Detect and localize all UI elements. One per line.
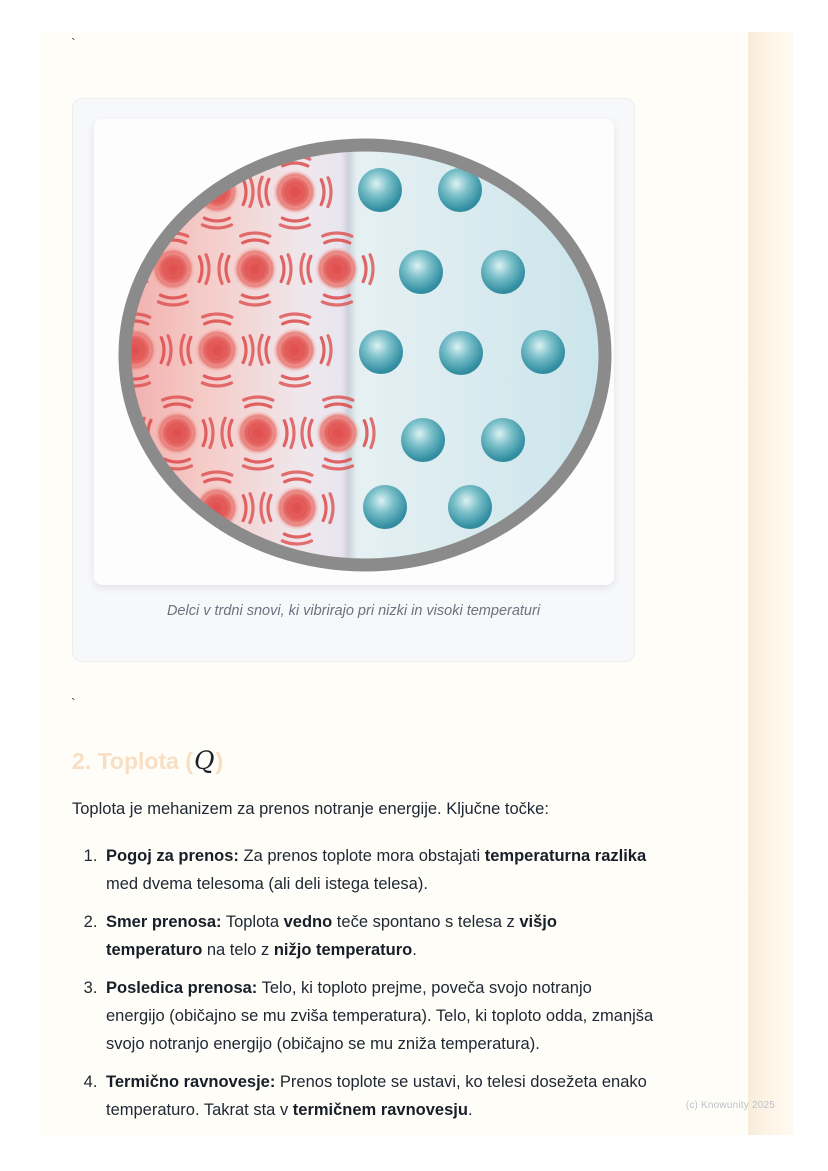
particles-figure-svg xyxy=(94,119,614,585)
bold-text: Smer prenosa: xyxy=(106,913,222,931)
bold-text: višjo temperaturo xyxy=(106,913,557,959)
figure-caption: Delci v trdni snovi, ki vibrirajo pri nizki in visoki temperaturi xyxy=(166,603,541,619)
list-item xyxy=(102,974,654,1058)
plain-text: teče spontano s telesa z xyxy=(332,913,520,931)
plain-text: . xyxy=(412,941,417,959)
cold-particle xyxy=(448,485,492,529)
heat-symbol-q: Q xyxy=(193,746,215,775)
copyright-note: (c) Knowunity 2025 xyxy=(685,1100,775,1111)
stray-backtick-middle: ` xyxy=(71,695,76,711)
plain-text: Telo, ki toploto prejme, poveča svojo notranjo energijo (običajno se mu zviša temperatura). Telo, ki toploto odda, zmanjša svojo notranjo energijo (običajno se mu zniža temperatura). xyxy=(106,979,654,1053)
plain-text: med dvema telesoma (ali deli istega telesa). xyxy=(106,875,428,893)
cold-particle xyxy=(359,330,403,374)
list-item xyxy=(102,908,654,964)
bold-text: Termično ravnovesje: xyxy=(106,1073,276,1091)
cold-particle xyxy=(358,168,402,212)
cold-particle xyxy=(439,331,483,375)
keypoints-list xyxy=(96,842,654,1124)
bold-text: Posledica prenosa: xyxy=(106,979,258,997)
plain-text: . xyxy=(467,1101,473,1119)
cold-particle xyxy=(481,418,525,462)
list-item xyxy=(102,1068,654,1124)
particles-image xyxy=(94,119,614,585)
cold-particle xyxy=(521,330,565,374)
bold-text: vedno xyxy=(283,913,333,931)
plain-text: Prenos toplote se ustavi, ko telesi dosežeta enako temperaturo. Takrat sta v xyxy=(106,1073,647,1119)
heading-prefix: 2. Toplota ( xyxy=(72,748,193,774)
cold-particle xyxy=(363,485,407,529)
cold-particle xyxy=(401,418,445,462)
bold-text: termičnem ravnovesju xyxy=(292,1101,468,1119)
list-item xyxy=(102,842,654,898)
figure-card xyxy=(72,98,635,662)
heading-suffix: ) xyxy=(215,748,224,774)
plain-text: Toplota xyxy=(221,913,284,931)
document-sheet xyxy=(40,32,793,1135)
bold-text: nižjo temperaturo xyxy=(273,941,413,959)
plain-text: Za prenos toplote mora obstajati xyxy=(238,847,485,865)
bold-text: temperaturna razlika xyxy=(484,847,647,865)
cold-particle xyxy=(399,250,443,294)
intro-paragraph: Toplota je mehanizem za prenos notranje energije. Ključne točke: xyxy=(72,800,549,818)
section-toplota xyxy=(72,744,654,1134)
plain-text: na telo z xyxy=(202,941,274,959)
bold-text: Pogoj za prenos: xyxy=(106,847,239,865)
section-heading xyxy=(72,744,654,778)
cold-particle xyxy=(481,250,525,294)
page-edge-band xyxy=(748,32,793,1135)
stray-backtick-top: ` xyxy=(71,35,76,51)
